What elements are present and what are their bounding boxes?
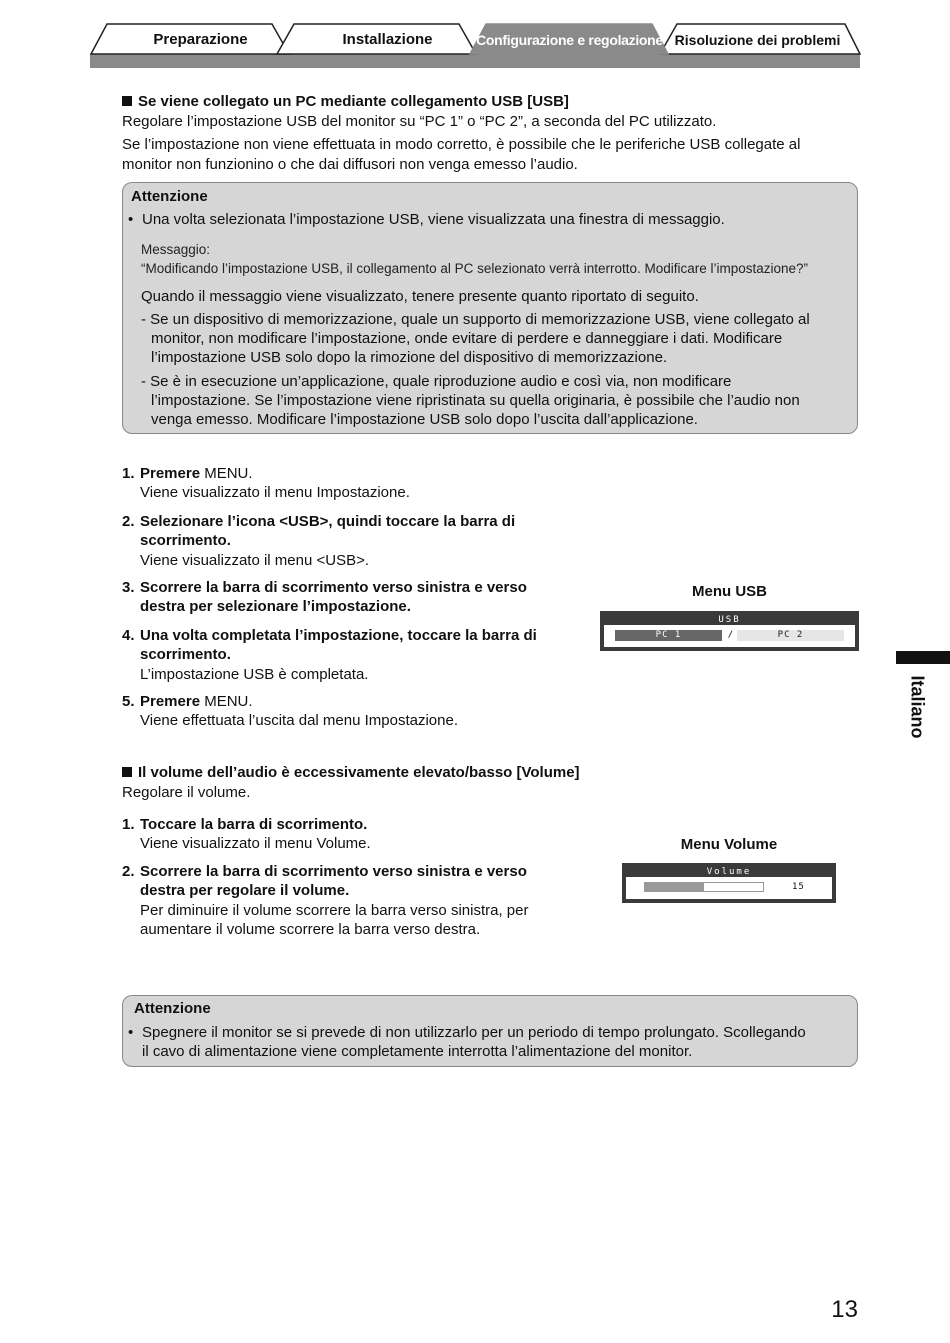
message-text: “Modificando l’impostazione USB, il collegamento al PC selezionato verrà interrotto. Modificare l’impostazione?” (141, 261, 809, 276)
attention-detail-1b: monitor, non modificare l’impostazione, onde evitare di perdere e danneggiare i dati. Modificare (151, 330, 783, 347)
volume-menu-header: Volume (626, 867, 832, 877)
volume-heading (122, 763, 862, 783)
step-number: 5. (122, 693, 135, 710)
square-bullet-icon (122, 96, 132, 106)
attention-box-power (122, 995, 858, 1067)
volume-menu-osd (622, 863, 836, 903)
attention-detail-2c: venga emesso. Modificare l’impostazione USB solo dopo l’uscita dall’applicazione. (151, 411, 698, 428)
language-tab-label: Italiano (907, 675, 928, 739)
step-number: 1. (122, 465, 135, 482)
bullet-icon: • (128, 211, 134, 228)
step-result: Viene visualizzato il menu <USB>. (140, 551, 370, 569)
step-number: 1. (122, 816, 135, 833)
step-menu-key: MENU. (200, 693, 253, 710)
attention-line-2: il cavo di alimentazione viene completamente interrotta l’alimentazione del monitor. (142, 1043, 693, 1060)
usb-step-4 (122, 626, 537, 684)
attention-detail-1a: - Se un dispositivo di memorizzazione, quale un supporto di memorizzazione USB, viene collegato al (141, 311, 810, 328)
volume-heading-text: Il volume dell’audio è eccessivamente elevato/basso [Volume] (138, 764, 580, 781)
step-number: 3. (122, 579, 135, 596)
usb-option-pc2: PC 2 (737, 630, 844, 641)
tab-installazione[interactable]: Installazione (342, 31, 433, 48)
language-tab-marker (896, 651, 950, 664)
step-result: Viene visualizzato il menu Volume. (140, 835, 371, 853)
volume-step-1 (122, 815, 371, 854)
attention-title: Attenzione (131, 188, 208, 205)
usb-section (122, 92, 862, 174)
attention-detail-2a: - Se è in esecuzione un’applicazione, quale riproduzione audio e così via, non modificare (141, 373, 732, 390)
usb-menu-header: USB (604, 615, 855, 625)
volume-slider-fill (645, 883, 704, 891)
usb-step-5 (122, 692, 458, 731)
step-result: Per diminuire il volume scorrere la barra verso sinistra, per (140, 901, 529, 919)
usb-option-pc1: PC 1 (615, 630, 722, 641)
usb-step-2 (122, 512, 515, 570)
step-result: Viene visualizzato il menu Impostazione. (140, 484, 410, 502)
step-result-cont: aumentare il volume scorrere la barra verso destra. (140, 920, 481, 938)
language-tab (897, 672, 937, 742)
volume-menu-caption: Menu Volume (680, 836, 778, 853)
usb-heading (122, 92, 862, 112)
step-instruction-cont: destra per selezionare l’impostazione. (140, 598, 411, 616)
usb-warning-line-1: Se l’impostazione non viene effettuata in modo corretto, è possibile che le periferiche USB collegate al (122, 136, 801, 153)
attention-box-usb (122, 182, 858, 434)
step-number: 2. (122, 863, 135, 880)
attention-line-1: Spegnere il monitor se si prevede di non utilizzarlo per un periodo di tempo prolungato. Scollegando (142, 1024, 806, 1041)
step-instruction: Selezionare l’icona <USB>, quindi toccare la barra di (140, 513, 516, 530)
usb-warning-line-2: monitor non funzionino o che dai diffusori non venga emesso l’audio. (122, 155, 578, 173)
bullet-icon: • (128, 1024, 134, 1041)
usb-menu-caption: Menu USB (692, 583, 767, 600)
volume-section (122, 763, 862, 802)
step-result: Viene effettuata l’uscita dal menu Impostazione. (140, 712, 458, 730)
square-bullet-icon (122, 767, 132, 777)
attention-detail-1c: l’impostazione USB solo dopo la rimozione del dispositivo di memorizzazione. (151, 349, 668, 366)
step-instruction: Scorrere la barra di scorrimento verso sinistra e verso (140, 863, 527, 880)
volume-intro: Regolare il volume. (122, 783, 251, 801)
usb-intro: Regolare l’impostazione USB del monitor su “PC 1” o “PC 2”, a seconda del PC utilizzato. (122, 112, 717, 130)
step-number: 2. (122, 513, 135, 530)
step-instruction: Una volta completata l’impostazione, toccare la barra di (140, 627, 537, 644)
usb-heading-text: Se viene collegato un PC mediante collegamento USB [USB] (138, 93, 569, 110)
attention-detail-2b: l’impostazione. Se l’impostazione viene ripristinata su quella originaria, è possibile che l’audio non (151, 392, 800, 409)
volume-step-2 (122, 862, 528, 939)
page-number: 13 (831, 1296, 858, 1323)
message-label: Messaggio: (141, 242, 211, 257)
attention-title: Attenzione (134, 1000, 211, 1017)
step-number: 4. (122, 627, 135, 644)
step-instruction: Toccare la barra di scorrimento. (140, 816, 368, 833)
volume-value: 15 (792, 882, 805, 892)
step-instruction: Premere (140, 693, 201, 710)
volume-slider-track[interactable] (644, 882, 764, 892)
step-instruction-cont: scorrimento. (140, 646, 231, 664)
step-instruction-cont: destra per regolare il volume. (140, 882, 350, 900)
tab-preparazione[interactable]: Preparazione (153, 31, 248, 48)
step-instruction: Scorrere la barra di scorrimento verso sinistra e verso (140, 579, 527, 596)
step-result: L’impostazione USB è completata. (140, 665, 369, 683)
attention-when: Quando il messaggio viene visualizzato, tenere presente quanto riportato di seguito. (141, 288, 699, 305)
tab-configurazione[interactable]: Configurazione e regolazione (476, 32, 663, 48)
tab-risoluzione[interactable]: Risoluzione dei problemi (674, 32, 841, 48)
step-instruction: Premere (140, 465, 201, 482)
usb-menu-osd (600, 611, 859, 651)
step-instruction-cont: scorrimento. (140, 532, 231, 550)
step-menu-key: MENU. (200, 465, 253, 482)
usb-step-1 (122, 464, 410, 503)
usb-option-divider: / (727, 630, 735, 640)
usb-step-3 (122, 578, 527, 617)
attention-bullet: Una volta selezionata l’impostazione USB, viene visualizzata una finestra di messaggio. (142, 211, 725, 228)
